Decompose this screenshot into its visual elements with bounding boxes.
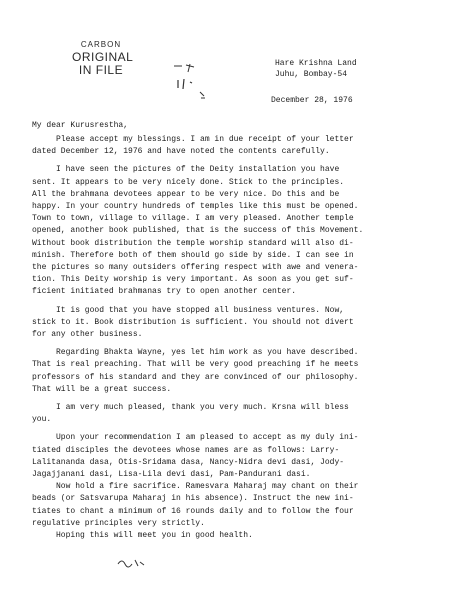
- address-line-1: Hare Krishna Land: [275, 59, 357, 68]
- text-line: the pictures so many outsiders offering respect with awe and venera-: [32, 263, 359, 273]
- text-line: All the brahmana devotees appear to be very nice. Do this and be: [32, 189, 340, 199]
- text-line: dated December 12, 1976 and have noted the contents carefully.: [32, 147, 330, 157]
- stamp-in-file-text: IN FILE: [78, 63, 124, 77]
- sender-address: [275, 58, 357, 80]
- text-line: I have seen the pictures of the Deity installation you have: [32, 165, 340, 175]
- text-line: tiated disciples the devotees whose names are as follows: Larry-: [32, 445, 340, 455]
- salutation: My dear Kurusrestha,: [32, 121, 129, 130]
- text-line: That will be a great success.: [32, 384, 172, 394]
- handwritten-marks: [170, 62, 210, 107]
- text-line: beads (or Satsvarupa Maharaj in his absence). Instruct the new ini-: [32, 494, 354, 504]
- text-line: Hoping this will meet you in good health.: [32, 531, 253, 541]
- paragraph: [32, 134, 452, 158]
- paragraph: [32, 305, 452, 342]
- text-line: Please accept my blessings. I am in due receipt of your letter: [32, 135, 354, 144]
- letter-body: [32, 134, 452, 542]
- text-line: Lalitananda dasa, Otis-Sridama dasa, Nancy-Nidra devi dasi, Jody-: [32, 457, 345, 467]
- text-line: stick to it. Book distribution is sufficient. You should not divert: [32, 317, 354, 327]
- text-line: regulative principles very strictly.: [32, 518, 205, 528]
- text-line: ficient initiated brahmanas try to open another center.: [32, 287, 297, 297]
- text-line: opened, another book published, that is the success of this Movement.: [32, 226, 364, 236]
- text-line: I am very much pleased, thank you very much. Krsna will bless: [32, 403, 349, 413]
- text-line: for any other business.: [32, 330, 143, 340]
- paragraph: [32, 432, 452, 542]
- text-line: That is real preaching. That will be very good preaching if he meets: [32, 360, 359, 370]
- paragraph: [32, 347, 452, 396]
- text-line: Upon your recommendation I am pleased to accept as my duly ini-: [32, 433, 359, 443]
- stamp-carbon-text: CARBON: [80, 40, 122, 49]
- paragraph: [32, 164, 452, 298]
- original-in-file-stamp: [72, 38, 134, 77]
- stamp-original-text: ORIGINAL: [72, 50, 134, 64]
- text-line: minish. Therefore both of them should go side by side. I can see in: [32, 250, 354, 260]
- paragraph: [32, 402, 452, 426]
- text-line: Without book distribution the temple worship standard will also di-: [32, 238, 354, 248]
- signature-mark: [116, 556, 146, 570]
- text-line: Now hold a fire sacrifice. Ramesvara Maharaj may chant on their: [32, 482, 359, 492]
- text-line: tion. This Deity worship is very important. As soon as you get suf-: [32, 275, 354, 285]
- text-line: Jagajjanani dasi, Lisa-Lila devi dasi, Pam-Pandurani dasi.: [32, 470, 311, 480]
- text-line: Regarding Bhakta Wayne, yes let him work as you have described.: [32, 348, 359, 358]
- text-line: happy. In your country hundreds of temples like this must be opened.: [32, 202, 359, 212]
- address-line-2: Juhu, Bombay-54: [275, 70, 348, 79]
- text-line: sent. It appears to be very nicely done. Stick to the principles.: [32, 177, 345, 187]
- text-line: It is good that you have stopped all business ventures. Now,: [32, 305, 345, 315]
- letter-date: December 28, 1976: [271, 96, 353, 105]
- text-line: tiates to chant a minimum of 16 rounds daily and to follow the four: [32, 506, 354, 516]
- text-line: Town to town, village to village. I am very pleased. Another temple: [32, 214, 354, 224]
- text-line: professors of his standard and they are convinced of our philosophy.: [32, 372, 359, 382]
- text-line: you.: [32, 415, 52, 425]
